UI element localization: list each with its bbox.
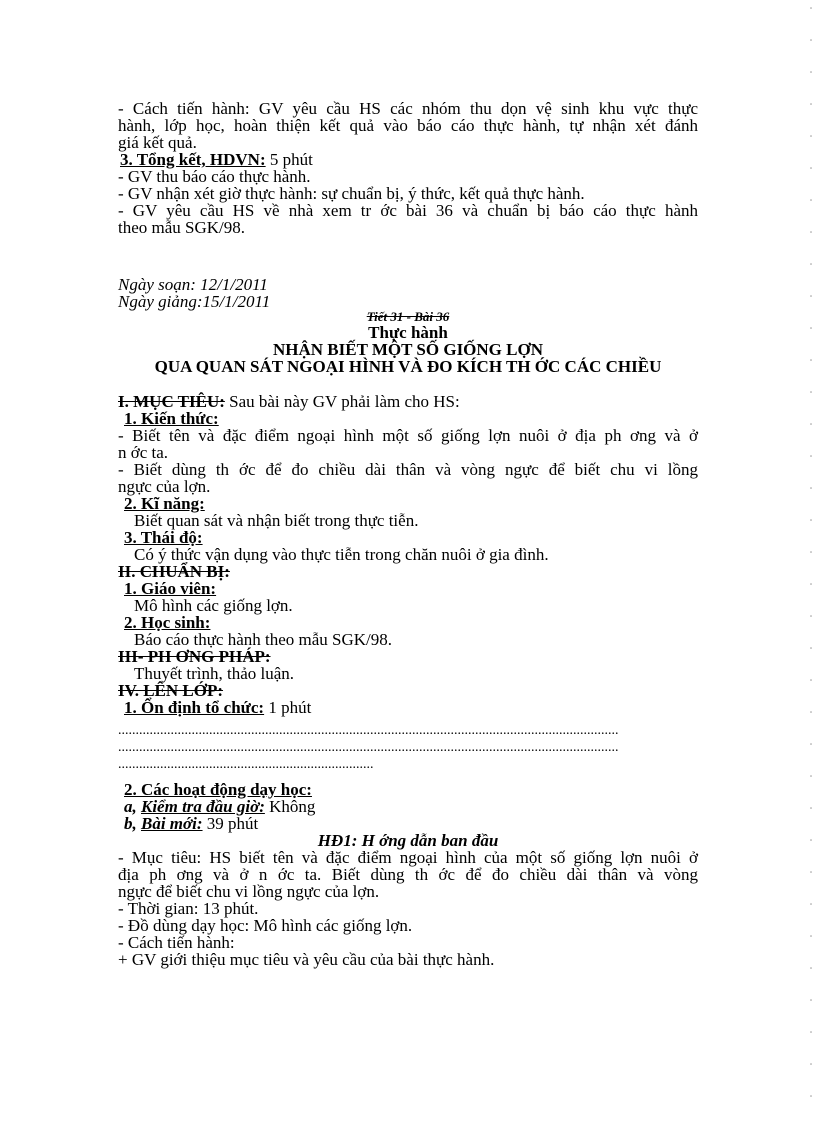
date-giang: Ngày giảng:15/1/2011 xyxy=(118,292,271,311)
paragraph-line: - Cách tiến hành: xyxy=(118,933,235,952)
paragraph-line: giá kết quả. xyxy=(118,133,197,152)
lesson-number: Tiết 31 - Bài 36 xyxy=(366,309,450,324)
paragraph-line: theo mẫu SGK/98. xyxy=(118,218,246,237)
paragraph-line: Thuyết trình, thảo luận. xyxy=(134,664,295,683)
item-prefix: b, xyxy=(124,814,141,833)
paragraph-line: + GV giới thiệu mục tiêu và yêu cầu của bài thực hành. xyxy=(118,950,495,969)
section-heading-phuong-phap: III- PH ƠNG PHÁP: xyxy=(118,647,271,666)
paragraph-line: - Mục tiêu: HS biết tên và đặc điểm ngoại hình của một số giống lợn nuôi ở xyxy=(118,848,698,867)
paragraph-line: địa ph ơng và ở n ớc ta. Biết dùng th ớc để đo chiều dài thân và vòng xyxy=(118,865,698,884)
paragraph-line: - GV thu báo cáo thực hành. xyxy=(118,167,311,186)
item-label: Bài mới: xyxy=(141,814,203,833)
activity-heading: HĐ1: H ớng dẫn ban đầu xyxy=(317,831,499,850)
dotted-line: ............................................................................................................................................... xyxy=(118,723,619,738)
paragraph-line: n ớc ta. xyxy=(118,443,169,462)
lesson-title-line2: QUA QUAN SÁT NGOẠI HÌNH VÀ ĐO KÍCH TH ỚC CÁC CHIỀU xyxy=(154,357,662,376)
heading-time: 1 phút xyxy=(264,698,312,717)
heading-time: 5 phút xyxy=(265,150,313,169)
paragraph-line: - Biết tên và đặc điểm ngoại hình một số giống lợn nuôi ở địa ph ơng và ở xyxy=(118,426,698,445)
lesson-title-line1: NHẬN BIẾT MỘT SỐ GIỐNG LỢN xyxy=(272,340,543,359)
lesson-type: Thực hành xyxy=(368,323,448,342)
paragraph-line: hành, lớp học, hoàn thiện kết quả vào báo cáo thực hành, tự nhận xét đánh xyxy=(118,116,698,135)
paragraph-line: - Biết dùng th ớc để đo chiều dài thân và vòng ngực để biết chu vi lồng xyxy=(118,460,698,479)
dotted-line: ......................................................................... xyxy=(118,757,374,772)
item-value: Không xyxy=(264,797,316,816)
item-label: Kiểm tra đầu giờ: xyxy=(141,797,265,816)
subheading-hoat-dong: 2. Các hoạt động dạy học: xyxy=(124,780,312,799)
subheading-on-dinh xyxy=(118,699,698,716)
page-edge-dots xyxy=(808,0,814,1123)
paragraph-line: - Đồ dùng dạy học: Mô hình các giống lợn. xyxy=(118,916,413,935)
subheading-thai-do: 3. Thái độ: xyxy=(124,528,203,547)
item-prefix: a, xyxy=(124,797,141,816)
document-page xyxy=(118,100,698,968)
spacer xyxy=(118,236,698,276)
subheading-hoc-sinh: 2. Học sinh: xyxy=(124,613,211,632)
paragraph-line: Biết quan sát và nhận biết trong thực tiễn. xyxy=(134,511,419,530)
item-value: 39 phút xyxy=(202,814,259,833)
section-heading-chuan-bi: II. CHUẨN BỊ: xyxy=(118,562,230,581)
paragraph-line: - Thời gian: 13 phút. xyxy=(118,899,259,918)
heading-label: 1. Ổn định tổ chức: xyxy=(124,698,265,717)
date-soan: Ngày soạn: 12/1/2011 xyxy=(118,275,268,294)
subheading-ki-nang: 2. Kĩ năng: xyxy=(124,494,205,513)
heading-label: 3. Tổng kết, HDVN: xyxy=(120,150,266,169)
subheading-kien-thuc: 1. Kiến thức: xyxy=(124,409,219,428)
subitem-bai-moi xyxy=(118,815,698,832)
section-heading-tong-ket xyxy=(118,151,698,168)
paragraph-line: - GV nhận xét giờ thực hành: sự chuẩn bị, ý thức, kết quả thực hành. xyxy=(118,184,585,203)
subitem-kiem-tra xyxy=(118,798,698,815)
paragraph-line: ngực để biết chu vi lồng ngực của lợn. xyxy=(118,882,380,901)
paragraph-line: - Cách tiến hành: GV yêu cầu HS các nhóm thu dọn vệ sinh khu vực thực xyxy=(118,99,698,118)
subheading-giao-vien: 1. Giáo viên: xyxy=(124,579,217,598)
section-heading-muc-tieu xyxy=(118,393,698,410)
heading-intro: Sau bài này GV phải làm cho HS: xyxy=(224,392,460,411)
section-heading-len-lop: IV. LÊN LỚP: xyxy=(118,681,224,700)
spacer xyxy=(118,375,698,393)
dotted-line: ............................................................................................................................................... xyxy=(118,740,619,755)
paragraph-line: Báo cáo thực hành theo mẫu SGK/98. xyxy=(134,630,393,649)
paragraph-line: Có ý thức vận dụng vào thực tiễn trong chăn nuôi ở gia đình. xyxy=(134,545,549,564)
paragraph-line: - GV yêu cầu HS về nhà xem tr ớc bài 36 và chuẩn bị báo cáo thực hành xyxy=(118,201,698,220)
heading-label: I. MỤC TIÊU: xyxy=(118,392,225,411)
paragraph-line: Mô hình các giống lợn. xyxy=(134,596,293,615)
paragraph-line: ngực của lợn. xyxy=(118,477,211,496)
